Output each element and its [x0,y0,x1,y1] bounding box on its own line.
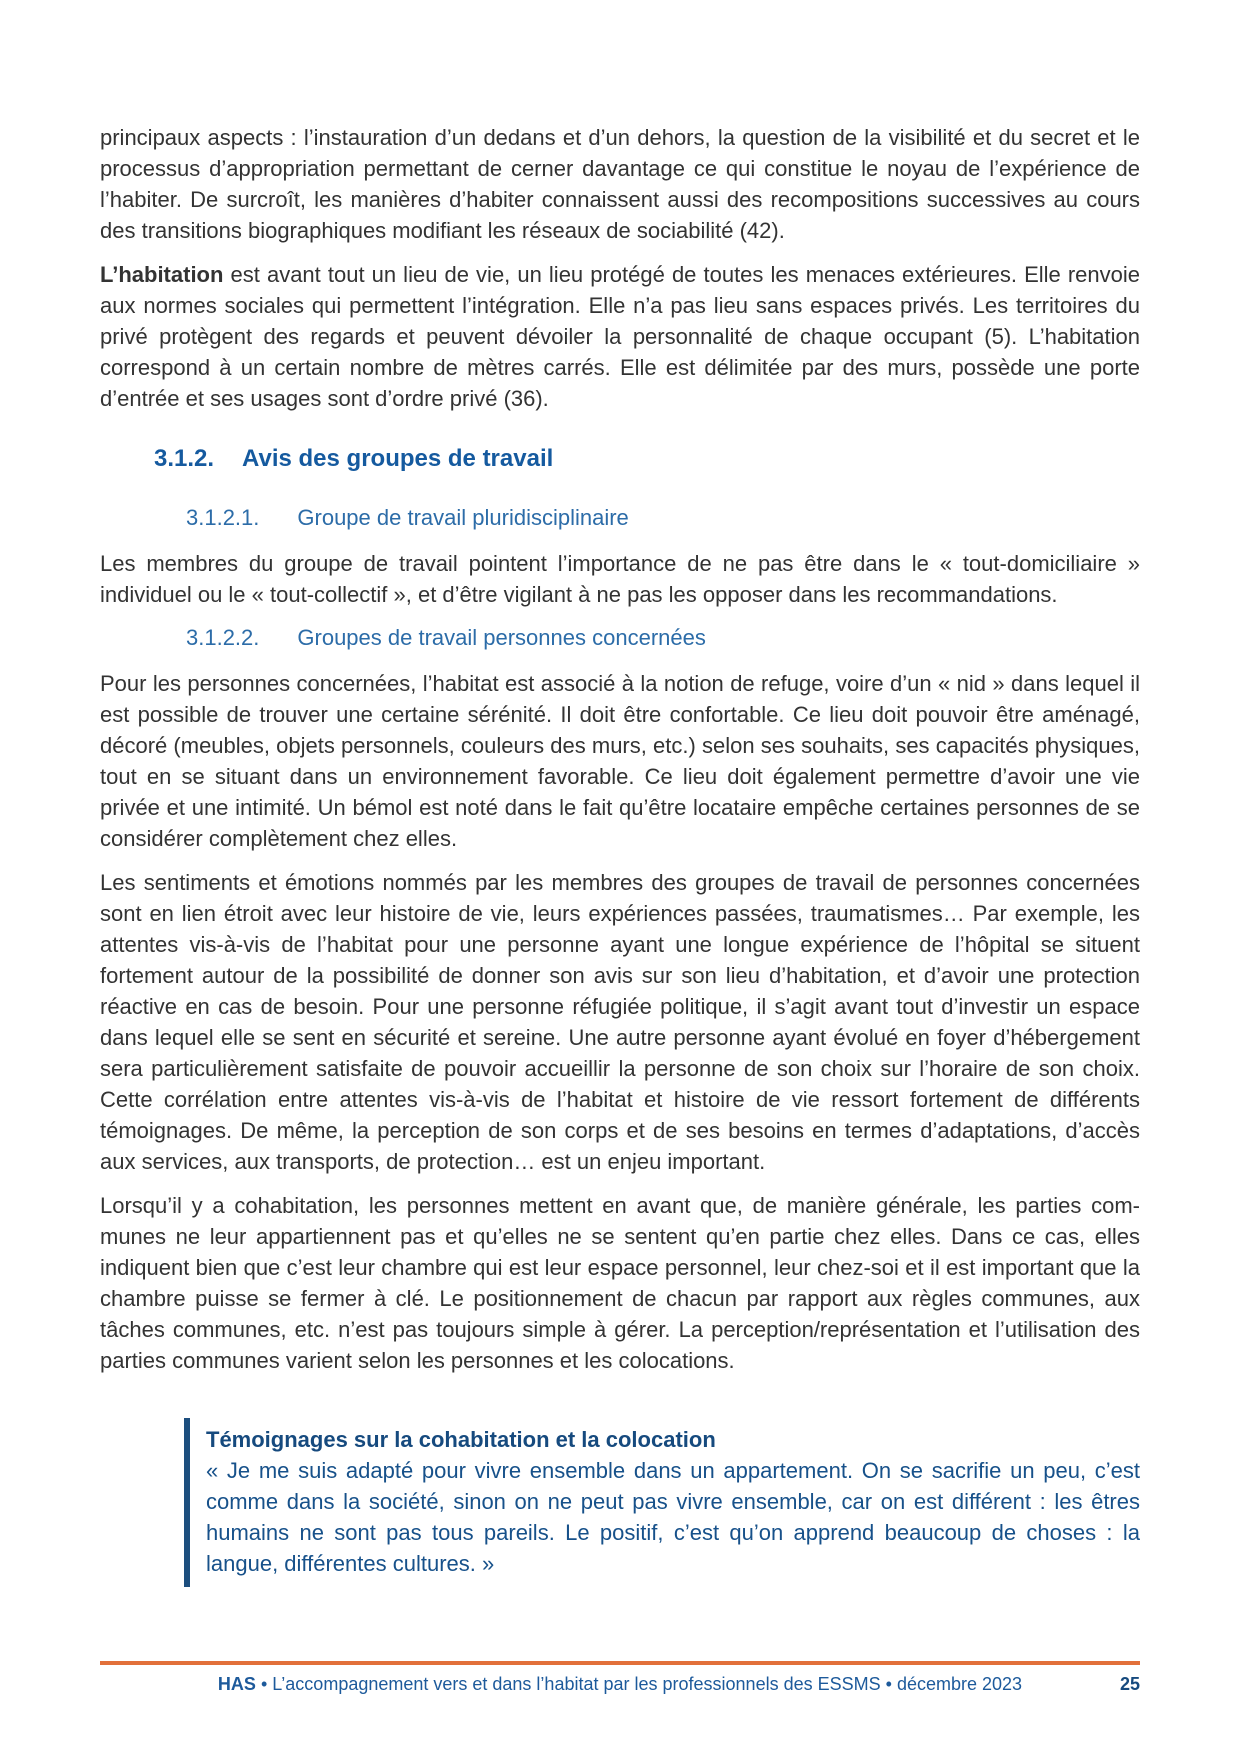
paragraph-habitation-lead: L’habitation [100,262,224,287]
testimonial-text: « Je me suis adapté pour vivre ensemble dans un appartement. On se sacrifie un peu, c’est comme dans la société, sinon on ne peut pas vivre ensemble, car on est différent : les êtres humains ne sont pas tous pareils. Le positif, c’est qu’on apprend beaucoup de choses : la langue, différentes cultures. » [206,1458,1140,1576]
testimonial-block [184,1418,1140,1587]
paragraph-sentiments-emotions: Les sentiments et émotions nommés par les membres des groupes de travail de personnes concernées sont en lien étroit avec leur histoire de vie, leurs expériences passées, traumatismes… Par exemple, les attentes vis-à-vis de l’habitat pour une personne ayant une longue expérience de l’hôpital se situent fortement autour de la possibilité de donner son avis sur son lieu d’habitation, et d’avoir une protection réactive en cas de besoin. Pour une personne réfugiée politique, il s’agit avant tout d’investir un espace dans lequel elle se sent en sécurité et sereine. Une autre personne ayant évolué en foyer d’hébergement sera particulièrement satisfaite de pouvoir accueillir la personne de son choix sur l’horaire de son choix. Cette corrélation entre attentes vis-à-vis de l’habitat et histoire de vie ressort fortement de différents témoignages. De même, la perception de son corps et de ses besoins en termes d’adaptations, d’accès aux services, aux transports, de protection… est un enjeu important. [100,870,1140,1174]
footer-bullet: • [885,1674,892,1694]
footer-separator-line [100,1661,1140,1665]
page-footer [100,1672,1140,1696]
subsection-number: 3.1.2.1. [186,505,260,530]
section-title: Avis des groupes de travail [242,445,554,472]
page-content [100,122,1140,1587]
page-number: 25 [1119,1674,1140,1694]
footer-date: décembre 2023 [896,1674,1023,1694]
paragraph-groupe-pluridisciplinaire: Les membres du groupe de travail pointent l’importance de ne pas être dans le « tout-domiciliaire » individuel ou le « tout-collectif », et d’être vigilant à ne pas les opposer dans les recommandations. [100,551,1140,607]
subsection-number: 3.1.2.2. [186,625,260,650]
paragraph-continuation: principaux aspects : l’instauration d’un dedans et d’un dehors, la question de la visibilité et du secret et le processus d’appropriation permettant de cerner davantage ce qui constitue le noyau de l’expérience de l’habiter. De surcroît, les manières d’habiter connaissent aussi des recompositions successives au cours des transitions biographiques modifiant les réseaux de sociabilité (42). [100,125,1140,243]
subsection-title: Groupes de travail personnes concernées [297,625,706,650]
paragraph-habitation [100,259,1140,414]
subsection-heading-3-1-2-2 [186,624,1140,652]
testimonial-title: Témoignages sur la cohabitation et la colocation [206,1427,716,1452]
footer-bullet: • [260,1674,268,1694]
subsection-title: Groupe de travail pluridisciplinaire [297,505,629,530]
paragraph-personnes-concernees: Pour les personnes concernées, l’habitat est associé à la notion de refuge, voire d’un « nid » dans lequel il est possible de trouver une certaine sérénité. Il doit être confortable. Ce lieu doit pouvoir être aménagé, décoré (meubles, objets personnels, couleurs des murs, etc.) selon ses souhaits, ses capacités physiques, tout en se situant dans un environnement favorable. Ce lieu doit également permettre d’avoir une vie privée et une intimité. Un bémol est noté dans le fait qu’être locataire empêche certaines personnes de se considérer complètement chez elles. [100,671,1140,851]
footer-doc-title: L’accompagnement vers et dans l’habitat par les professionnels des ESSMS [272,1674,881,1694]
paragraph-habitation-rest: est avant tout un lieu de vie, un lieu protégé de toutes les menaces extérieures. Elle renvoie aux normes sociales qui permettent l’intégration. Elle n’a pas lieu sans espaces privés. Les territoires du privé protègent des regards et peuvent dévoiler la personnalité de chaque occupant (5). L’habitation correspond à un certain nombre de mètres carrés. Elle est délimitée par des murs, possède une porte d’entrée et ses usages sont d’ordre privé (36). [100,262,1140,411]
section-number: 3.1.2. [154,445,215,472]
section-heading-3-1-2 [154,444,1140,474]
footer-org: HAS [217,1674,256,1694]
subsection-heading-3-1-2-1 [186,504,1140,532]
paragraph-cohabitation: Lorsqu’il y a cohabitation, les personnes mettent en avant que, de manière générale, les parties communes ne leur appartiennent pas et qu’elles ne se sentent qu’en partie chez elles. Dans ce cas, elles indiquent bien que c’est leur chambre qui est leur espace personnel, leur chez-soi et il est important que la chambre puisse se fermer à clé. Le positionnement de chacun par rapport aux règles communes, aux tâches communes, etc. n’est pas toujours simple à gérer. La perception/représentation et l’utilisation des parties communes varient selon les personnes et les colocations. [100,1193,1140,1373]
